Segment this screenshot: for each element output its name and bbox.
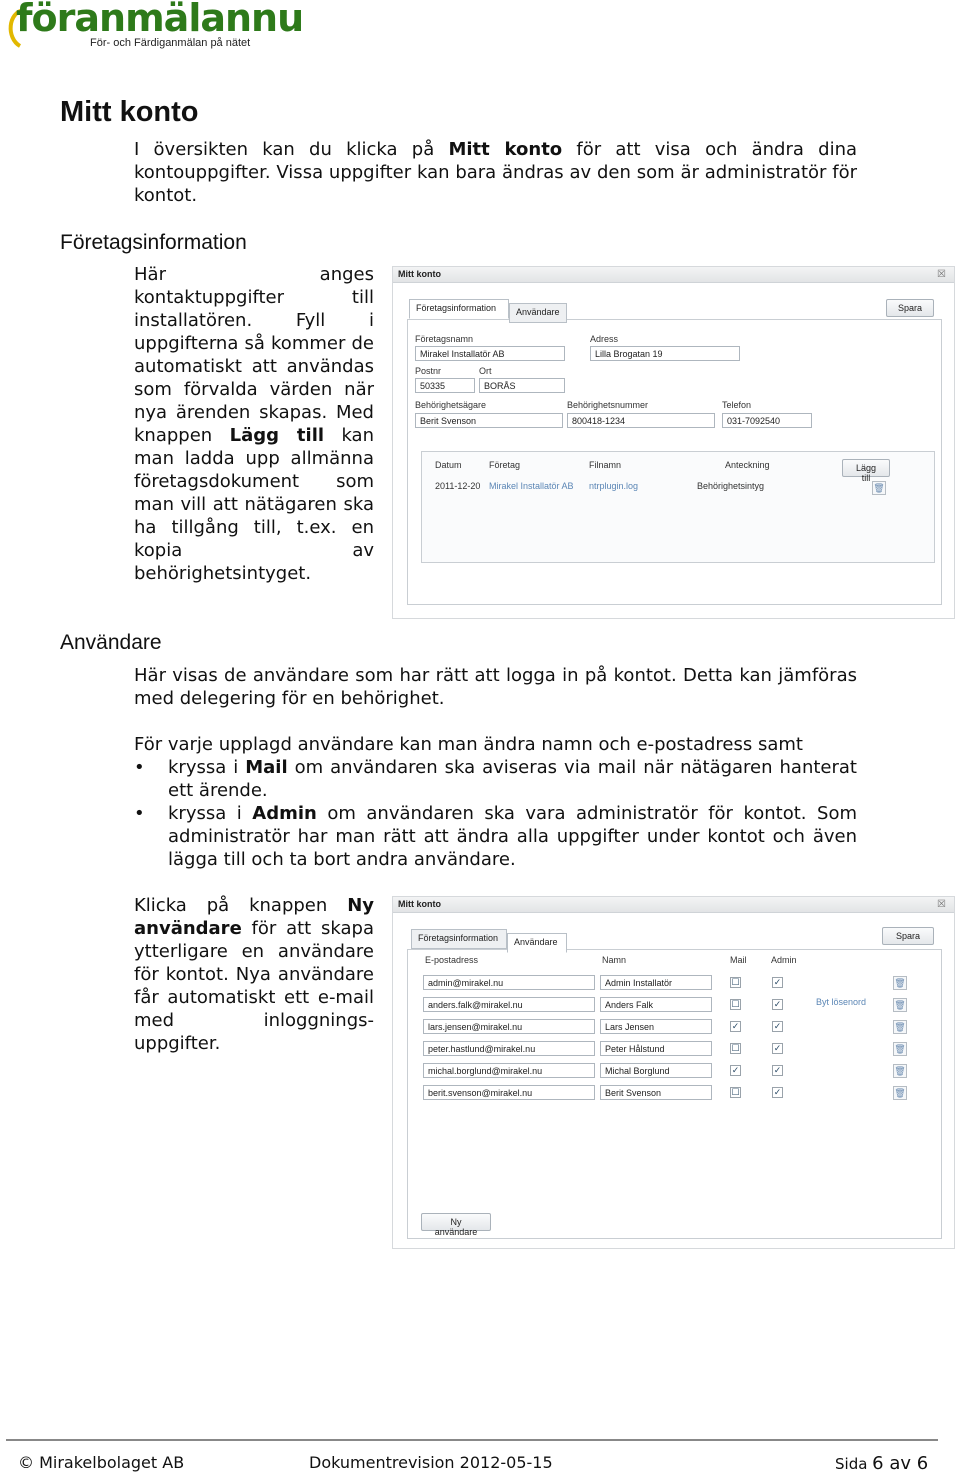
change-password-link[interactable]: Byt lösenord: [816, 997, 867, 1007]
label-postnr: Postnr: [415, 366, 442, 376]
tab-users[interactable]: Användare: [509, 303, 567, 323]
admin-checkbox[interactable]: ✓: [773, 977, 782, 987]
mail-checkbox[interactable]: ☐: [731, 999, 740, 1009]
intro-text: I översikten kan du klicka på Mitt konto för att visa och ändra dina kontouppgifter. Vissa uppgifter kan bara ändras av den som är administratör för kontot.: [134, 139, 858, 206]
postnr-field[interactable]: 50335: [415, 378, 475, 393]
col-filename: Filnamn: [589, 460, 622, 470]
section-title-company: Företagsinformation: [60, 231, 247, 254]
new-user-text: Klicka på knappen Ny användare för att skapa ytterligare en användare för kontot. Nya användare får automatiskt ett e-mail med inloggnings-uppgifter.: [134, 895, 374, 1054]
user-email-field[interactable]: michal.borglund@mirakel.nu: [423, 1063, 595, 1078]
close-icon[interactable]: ☒: [937, 269, 946, 280]
col-date: Datum: [435, 460, 462, 470]
list-item: • kryssa i Mail om användaren ska aviseras via mail när nätägaren hanterat ett ärende.: [134, 756, 857, 802]
owner-field[interactable]: Berit Svenson: [415, 413, 563, 428]
close-icon[interactable]: ☒: [937, 899, 946, 910]
company-info-text: Här anges kontaktuppgifter till installatören. Fyll i uppgifterna så kommer de automatiskt att användas som förvalda värden när nya ärenden skapas. Med knappen Lägg till kan man ladda upp allmänna företagsdokument som man vill att nätägaren ska ha tillgång till, t.ex. en kopia av behörighetsintyget.: [134, 264, 374, 584]
page-footer: [6, 1439, 938, 1472]
label-phone: Telefon: [722, 400, 752, 410]
user-name-field[interactable]: Michal Borglund: [600, 1063, 712, 1078]
delete-user-icon[interactable]: 🗑: [894, 1088, 906, 1098]
col-note: Anteckning: [725, 460, 770, 470]
col-name: Namn: [602, 955, 627, 965]
admin-checkbox[interactable]: ✓: [773, 999, 782, 1009]
user-options-list: [134, 756, 857, 871]
admin-checkbox[interactable]: ✓: [773, 1087, 782, 1097]
save-button[interactable]: Spara: [886, 299, 934, 317]
phone-field[interactable]: 031-7092540: [722, 413, 812, 428]
mail-checkbox[interactable]: ☐: [731, 1087, 740, 1097]
footer-revision: Dokumentrevision 2012-05-15: [309, 1453, 553, 1472]
section-title-users: Användare: [60, 631, 162, 654]
doc-file-link[interactable]: ntrplugin.log: [589, 481, 639, 491]
mail-checkbox[interactable]: ☐: [731, 977, 740, 987]
user-name-field[interactable]: Lars Jensen: [600, 1019, 712, 1034]
label-company: Företagsnamn: [415, 334, 474, 344]
tab-company-info[interactable]: Företagsinformation: [409, 299, 509, 319]
user-name-field[interactable]: Admin Installatör: [600, 975, 712, 990]
mail-checkbox[interactable]: ✓: [731, 1021, 740, 1031]
add-document-button[interactable]: Lägg till: [842, 459, 890, 477]
window-title: Mitt konto: [393, 267, 954, 283]
col-email: E-postadress: [425, 955, 479, 965]
users-edit-text: För varje upplagd användare kan man ändra namn och e-postadress samt: [134, 734, 803, 755]
delete-user-icon[interactable]: 🗑: [894, 1022, 906, 1032]
label-address: Adress: [590, 334, 619, 344]
save-button[interactable]: Spara: [882, 927, 934, 945]
screenshot-company-info: [392, 266, 955, 619]
list-item: • kryssa i Admin om användaren ska vara administratör för kontot. Som administratör har man rätt att ändra alla uppgifter under kontot och även lägga till och ta bort andra användare.: [134, 802, 857, 871]
admin-checkbox[interactable]: ✓: [773, 1065, 782, 1075]
footer-page: Sida 6 av 6: [835, 1453, 929, 1472]
logo-tagline: För- och Färdiganmälan på nätet: [90, 37, 251, 49]
col-mail: Mail: [730, 955, 747, 965]
tab-users[interactable]: Användare: [507, 933, 567, 953]
doc-date: 2011-12-20: [435, 481, 481, 491]
label-owner: Behörighetsägare: [415, 400, 487, 410]
delete-user-icon[interactable]: 🗑: [894, 1066, 906, 1076]
mail-checkbox[interactable]: ✓: [731, 1065, 740, 1075]
label-city: Ort: [479, 366, 492, 376]
company-field[interactable]: Mirakel Installatör AB: [415, 346, 565, 361]
col-admin: Admin: [771, 955, 797, 965]
address-field[interactable]: Lilla Brogatan 19: [590, 346, 740, 361]
delete-doc-icon[interactable]: 🗑: [873, 483, 885, 493]
admin-checkbox[interactable]: ✓: [773, 1021, 782, 1031]
user-name-field[interactable]: Peter Hålstund: [600, 1041, 712, 1056]
logo-word: föranmälannu: [16, 0, 304, 40]
city-field[interactable]: BORÅS: [479, 378, 565, 393]
label-auth-number: Behörighetsnummer: [567, 400, 649, 410]
user-email-field[interactable]: admin@mirakel.nu: [423, 975, 595, 990]
user-email-field[interactable]: peter.hastlund@mirakel.nu: [423, 1041, 595, 1056]
admin-checkbox[interactable]: ✓: [773, 1043, 782, 1053]
user-name-field[interactable]: Anders Falk: [600, 997, 712, 1012]
logo: [6, 0, 304, 50]
doc-company-link[interactable]: Mirakel Installatör AB: [489, 481, 574, 491]
screenshot-users: [392, 896, 955, 1249]
user-name-field[interactable]: Berit Svenson: [600, 1085, 712, 1100]
new-user-button[interactable]: Ny användare: [421, 1213, 491, 1231]
delete-user-icon[interactable]: 🗑: [894, 1000, 906, 1010]
users-intro-text: Här visas de användare som har rätt att logga in på kontot. Detta kan jämföras med delegering för en behörighet.: [134, 665, 857, 709]
window-title: Mitt konto: [393, 897, 954, 913]
auth-number-field[interactable]: 800418-1234: [567, 413, 715, 428]
delete-user-icon[interactable]: 🗑: [894, 1044, 906, 1054]
tab-company-info[interactable]: Företagsinformation: [411, 929, 507, 949]
col-company: Företag: [489, 460, 521, 470]
delete-user-icon[interactable]: 🗑: [894, 978, 906, 988]
doc-note: Behörighetsintyg: [697, 481, 765, 491]
mail-checkbox[interactable]: ☐: [731, 1043, 740, 1053]
user-email-field[interactable]: lars.jensen@mirakel.nu: [423, 1019, 595, 1034]
user-email-field[interactable]: anders.falk@mirakel.nu: [423, 997, 595, 1012]
footer-copyright: © Mirakelbolaget AB: [18, 1453, 185, 1472]
user-email-field[interactable]: berit.svenson@mirakel.nu: [423, 1085, 595, 1100]
page-title: Mitt konto: [60, 96, 199, 128]
